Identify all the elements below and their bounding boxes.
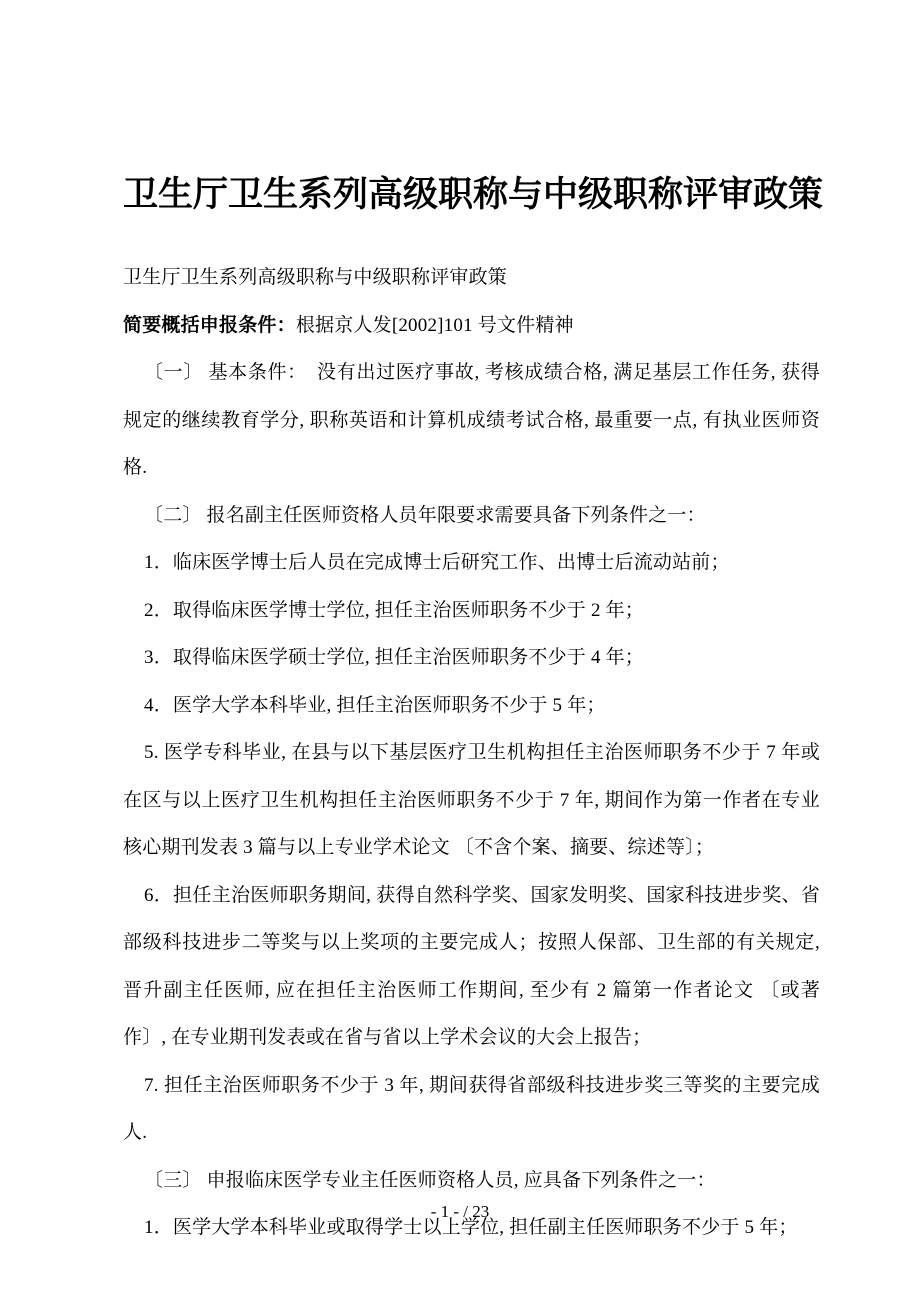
list-item-deputy-5: 5. 医学专科毕业, 在县与以下基层医疗卫生机构担任主治医师职务不少于 7 年或在区与以上医疗卫生机构担任主治医师职务不少于 7 年, 期间作为第一作者在专业核心期刊发表 3 篇与以上专业学术论文 〔不含个案、摘要、综述等〕； [123, 742, 820, 858]
lead-text: 根据京人发[2002]101 号文件精神 [295, 314, 574, 336]
document-title: 卫生厅卫生系列高级职称与中级职称评审政策 [123, 175, 824, 214]
lead-paragraph [123, 302, 820, 350]
list-item-deputy-7: 7. 担任主治医师职务不少于 3 年, 期间获得省部级科技进步奖三等奖的主要完成人. [123, 1074, 820, 1143]
page-number: - 1 - / 23 [430, 1202, 490, 1221]
list-item-deputy-4: 4．医学大学本科毕业, 担任主治医师职务不少于 5 年； [144, 694, 606, 716]
list-item-deputy-6: 6．担任主治医师职务期间, 获得自然科学奖、国家发明奖、国家科技进步奖、省部级科技进步二等奖与以上奖项的主要完成人；按照人保部、卫生部的有关规定, 晋升副主任医师, 应在担任主治医师工作期间, 至少有 2 篇第一作者论文 〔或著作〕, 在专业期刊发表或在省与省以上学术会议的大会上报告； [123, 884, 820, 1048]
list-item-deputy-2: 2．取得临床医学博士学位, 担任主治医师职务不少于 2 年； [144, 599, 645, 621]
lead-label: 简要概括申报条件： [123, 314, 296, 336]
document-content [123, 172, 824, 1252]
paragraph-basic-conditions: 〔一〕 基本条件： 没有出过医疗事故, 考核成绩合格, 满足基层工作任务, 获得规定的继续教育学分, 职称英语和计算机成绩考试合格, 最重要一点, 有执业医师资格. [123, 362, 820, 478]
list-item-chief-1: 1．医学大学本科毕业或取得学士以上学位, 担任副主任医师职务不少于 5 年； [144, 1217, 798, 1238]
section-heading-chief: 〔三〕 申报临床医学专业主任医师资格人员, 应具备下列条件之一： [144, 1169, 716, 1191]
page-footer [0, 1200, 920, 1224]
list-item-deputy-1: 1．临床医学博士后人员在完成博士后研究工作、出博士后流动站前； [144, 552, 730, 573]
document-subtitle: 卫生厅卫生系列高级职称与中级职称评审政策 [123, 267, 508, 288]
section-heading-deputy-chief: 〔二〕 报名副主任医师资格人员年限要求需要具备下列条件之一： [144, 504, 706, 526]
list-item-deputy-3: 3．取得临床医学硕士学位, 担任主治医师职务不少于 4 年； [144, 647, 645, 668]
